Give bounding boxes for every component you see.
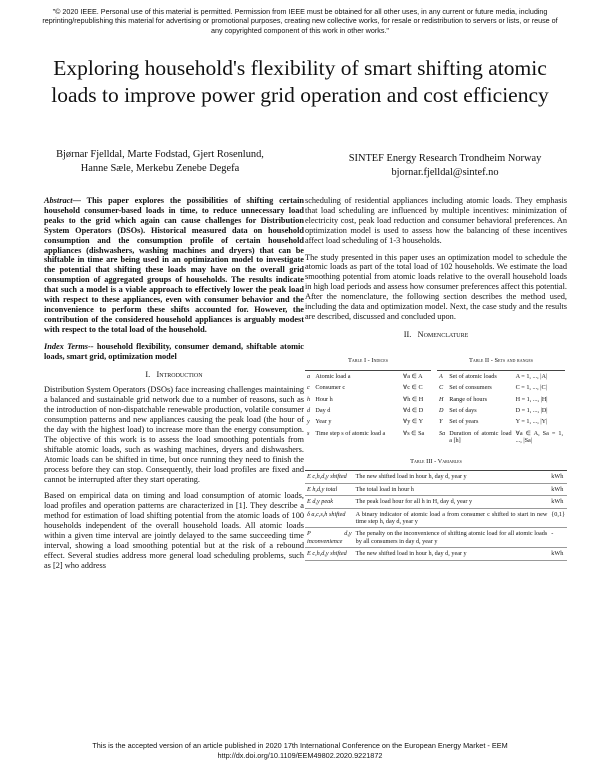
table-row [305, 528, 567, 548]
table-row [437, 370, 565, 382]
author-list [20, 148, 300, 175]
table-cell: a [305, 370, 313, 382]
table-indices-block [305, 346, 431, 447]
left-column [44, 196, 304, 578]
table-cell: Consumer c [315, 384, 346, 392]
table-row [305, 370, 431, 382]
table-row [305, 416, 431, 427]
table-cell: E d,y peak [305, 496, 354, 508]
table-cell: D = 1, ..., |D| [515, 406, 548, 414]
table-cell: kWh [549, 496, 567, 508]
table-row [437, 428, 565, 447]
index-terms [44, 342, 304, 362]
section-number: II. [403, 329, 412, 339]
table-cell: Set of atomic loads [447, 370, 513, 382]
table-cell: H = 1, ..., |H| [515, 395, 548, 403]
table-cell: A [437, 370, 447, 382]
table-cell: Year y [315, 418, 332, 426]
table-cell: The penalty on the inconvenience of shifting atomic load for all atomic loads by all consumers in day d, year y [354, 528, 550, 548]
table-cell: Set of consumers [449, 384, 492, 392]
table-caption: Table III - Variables [410, 457, 462, 465]
table-caption: Table I - Indices [348, 356, 388, 364]
table-variables [305, 470, 567, 560]
table-cell: y [307, 418, 310, 426]
table-cell: c [307, 384, 310, 392]
intro-paragraph-1: Distribution System Operators (DSOs) face increasing challenges maintaining a balanced and sustainable grid network due to a number of reasons, such as the introduction of non-dispatchable renewable production, volatile consumer consumption patterns and new appliances causing the peak load (the hour of the day with the highest load) to increase more than the energy consumption. The objective of this work is to assess the load smoothing potentials from shiftable atomic loads, such as washing machines, dryers and dishwashers. Atomic loads can be shifted in time, but once running they need to finish the process before they can stop. Consequently, their load profiles are fixed and cannot be interrupted after they start operating. [44, 385, 304, 484]
table-row [437, 405, 565, 416]
index-terms-text: -- household flexibility, consumer demand, shiftable atomic loads, smart grid, optimization model [44, 341, 304, 361]
table-cell: The new shifted load in hour h, day d, year y [354, 548, 550, 560]
table-cell: E c,h,d,y shifted [305, 548, 354, 560]
table-cell: Duration of atomic load a [h] [449, 429, 512, 445]
table-cell: P d,y inconvenience [305, 528, 354, 548]
table-cell: kWh [549, 471, 567, 483]
table-cell: Set of days [449, 406, 477, 414]
footer-citation: This is the accepted version of an article published in 2020 17th International Conference on the European Energy Market - EEM [92, 741, 508, 750]
abstract-text: — This paper explores the possibilities of shifting certain household consumer-based loads in time, to reduce unnecessary load peaks to the grid which again can cause challenges for Distribution System Operators (DSOs). Historical measured data on household consumption and the consumption profile of certain household appliances (dishwashers, washing machines and dryers) that can be shiftable in time are being used in an optimization model to investigate the potential that shifting these loads may have on the overall grid consumption of aggregated groups of households. The results indicate that such a model is a viable approach to effectively lower the peak load with respect to these appliances, even with consumer behavior and the inconvenience to perform these shifts accounted for. However, the contribution of the considered household appliances is arguably modest with respect to the total load of the household. [44, 196, 304, 334]
table-cell: Set of years [449, 418, 479, 426]
table-cell: Atomic load a [313, 370, 401, 382]
footer-doi-link[interactable]: http://dx.doi.org/10.1109/EEM49802.2020.9221872 [217, 750, 383, 760]
table-sets-block [437, 346, 565, 447]
table-row [305, 496, 567, 508]
table-cell: ∀h ∈ H [402, 395, 424, 403]
table-row [305, 382, 431, 393]
table-row [305, 483, 567, 495]
table-indices [305, 370, 431, 439]
table-row [305, 428, 431, 439]
table-cell: Y [439, 418, 443, 426]
table-row [437, 394, 565, 405]
section-name: Introduction [156, 369, 203, 379]
table-row [305, 548, 567, 560]
table-cell: A binary indicator of atomic load a from consumer c shifted to start in new time step h, day d, year y [354, 508, 550, 528]
table-cell: ∀a ∈ A, Sa = 1, ..., |Sa| [515, 429, 563, 445]
table-row [305, 471, 567, 483]
table-row [305, 394, 431, 405]
table-cell: E c,h,d,y shifted [305, 471, 354, 483]
intro-paragraph-2: Based on empirical data on timing and load consumption of atomic loads, load profiles and operation patterns are characterized in [1]. They describe a method for estimation of load shifting potential from the atomic loads of 100 households independent of the overall household loads. All atomic loads within a given time interval are jointly delayed to the same succeeding time interval, showing a load smoothing potential but at the risk of a rebound effect. Several studies address more general load scheduling problems, such as [2] who address [44, 491, 304, 570]
author-line-2: Hanne Sæle, Merkebu Zenebe Degefa [80, 162, 240, 174]
table-cell: Y = 1, ..., |Y| [515, 418, 548, 426]
table-row [437, 382, 565, 393]
section-heading-nomenclature [305, 330, 567, 340]
abstract-lead: Abstract [44, 196, 73, 205]
table-cell: δ a,c,s,h shifted [305, 508, 354, 528]
table-cell: kWh [549, 548, 567, 560]
index-terms-lead: Index Terms [44, 341, 89, 351]
table-cell: Sa [439, 429, 446, 437]
table-row [305, 508, 567, 528]
footer [40, 741, 560, 760]
table-cell: Day d [315, 406, 331, 414]
paper-title: Exploring household's flexibility of smart shifting atomic loads to improve power grid operation and cost efficiency [51, 56, 549, 107]
table-cell: The peak load hour for all h in H, day d, year y [354, 496, 550, 508]
right-column [305, 196, 567, 561]
table-cell: C = 1, ..., |C| [515, 384, 547, 392]
table-cell: s [307, 429, 310, 437]
abstract [44, 196, 304, 335]
table-cell: ∀a ∈ A [401, 370, 431, 382]
table-cell: {0,1} [549, 508, 567, 528]
table-cell: Time step s of atomic load a [315, 429, 386, 437]
table-sets [437, 370, 565, 447]
body-paragraph-2: The study presented in this paper uses an optimization model to schedule the atomic loads as part of the total load of 102 households. We estimate the load smoothing potential from atomic loads relative to the overall household loads in high load periods and assess how consumer preferences affect this potential. After the nomenclature, the following section describes the method used, including the data and optimization model. Next, the case study and the results are described, discussed and concluded upon. [305, 252, 567, 321]
affiliation-email[interactable]: bjornar.fjelldal@sintef.no [391, 166, 499, 178]
table-row [437, 416, 565, 427]
table-cell: - [549, 528, 567, 548]
table-cell: C [439, 384, 444, 392]
table-cell: E h,d,y total [305, 483, 354, 495]
table-cell: d [307, 406, 311, 414]
table-row [305, 405, 431, 416]
section-heading-introduction [44, 370, 304, 380]
table-cell: ∀s ∈ Sa [402, 429, 425, 437]
table-cell: ∀c ∈ C [402, 384, 423, 392]
table-cell: Range of hours [449, 395, 487, 403]
copyright-notice: "© 2020 IEEE. Personal use of this material is permitted. Permission from IEEE must be obtained for all other uses, in any current or future media, including reprinting/republishing this material for advertising or promotional purposes, creating new collective works, for resale or redistribution to servers or lists, or reuse of any copyrighted component of this work in other works." [42, 7, 558, 35]
affiliation [315, 152, 575, 179]
table-cell: H [439, 395, 444, 403]
body-paragraph-1: scheduling of residential appliances including atomic loads. They emphasis that load scheduling are influenced by multiple incentives: minimization of electricity cost, peak load reduction and consumer behavioral preferences. An optimization model is used to assess how the balancing of these incentives affect load scheduling of 1-3 households. [305, 196, 567, 245]
table-cell: D [439, 406, 444, 414]
affiliation-org: SINTEF Energy Research Trondheim Norway [348, 153, 542, 164]
table-cell: Hour h [315, 395, 333, 403]
table-cell: The new shifted load in hour h, day d, year y [354, 471, 550, 483]
table-cell: h [307, 395, 311, 403]
table-cell: A = 1, ..., |A| [514, 370, 565, 382]
table-caption: Table II - Sets and ranges [468, 356, 534, 364]
table-cell: kWh [549, 483, 567, 495]
table-cell: ∀d ∈ D [402, 406, 424, 414]
index-set-tables [305, 346, 567, 447]
table-cell: The total load in hour h [354, 483, 550, 495]
table-cell: ∀y ∈ Y [402, 418, 424, 426]
author-line-1: Bjørnar Fjelldal, Marte Fodstad, Gjert Rosenlund, [56, 149, 264, 160]
section-name: Nomenclature [417, 329, 469, 339]
section-number: I. [145, 369, 151, 379]
